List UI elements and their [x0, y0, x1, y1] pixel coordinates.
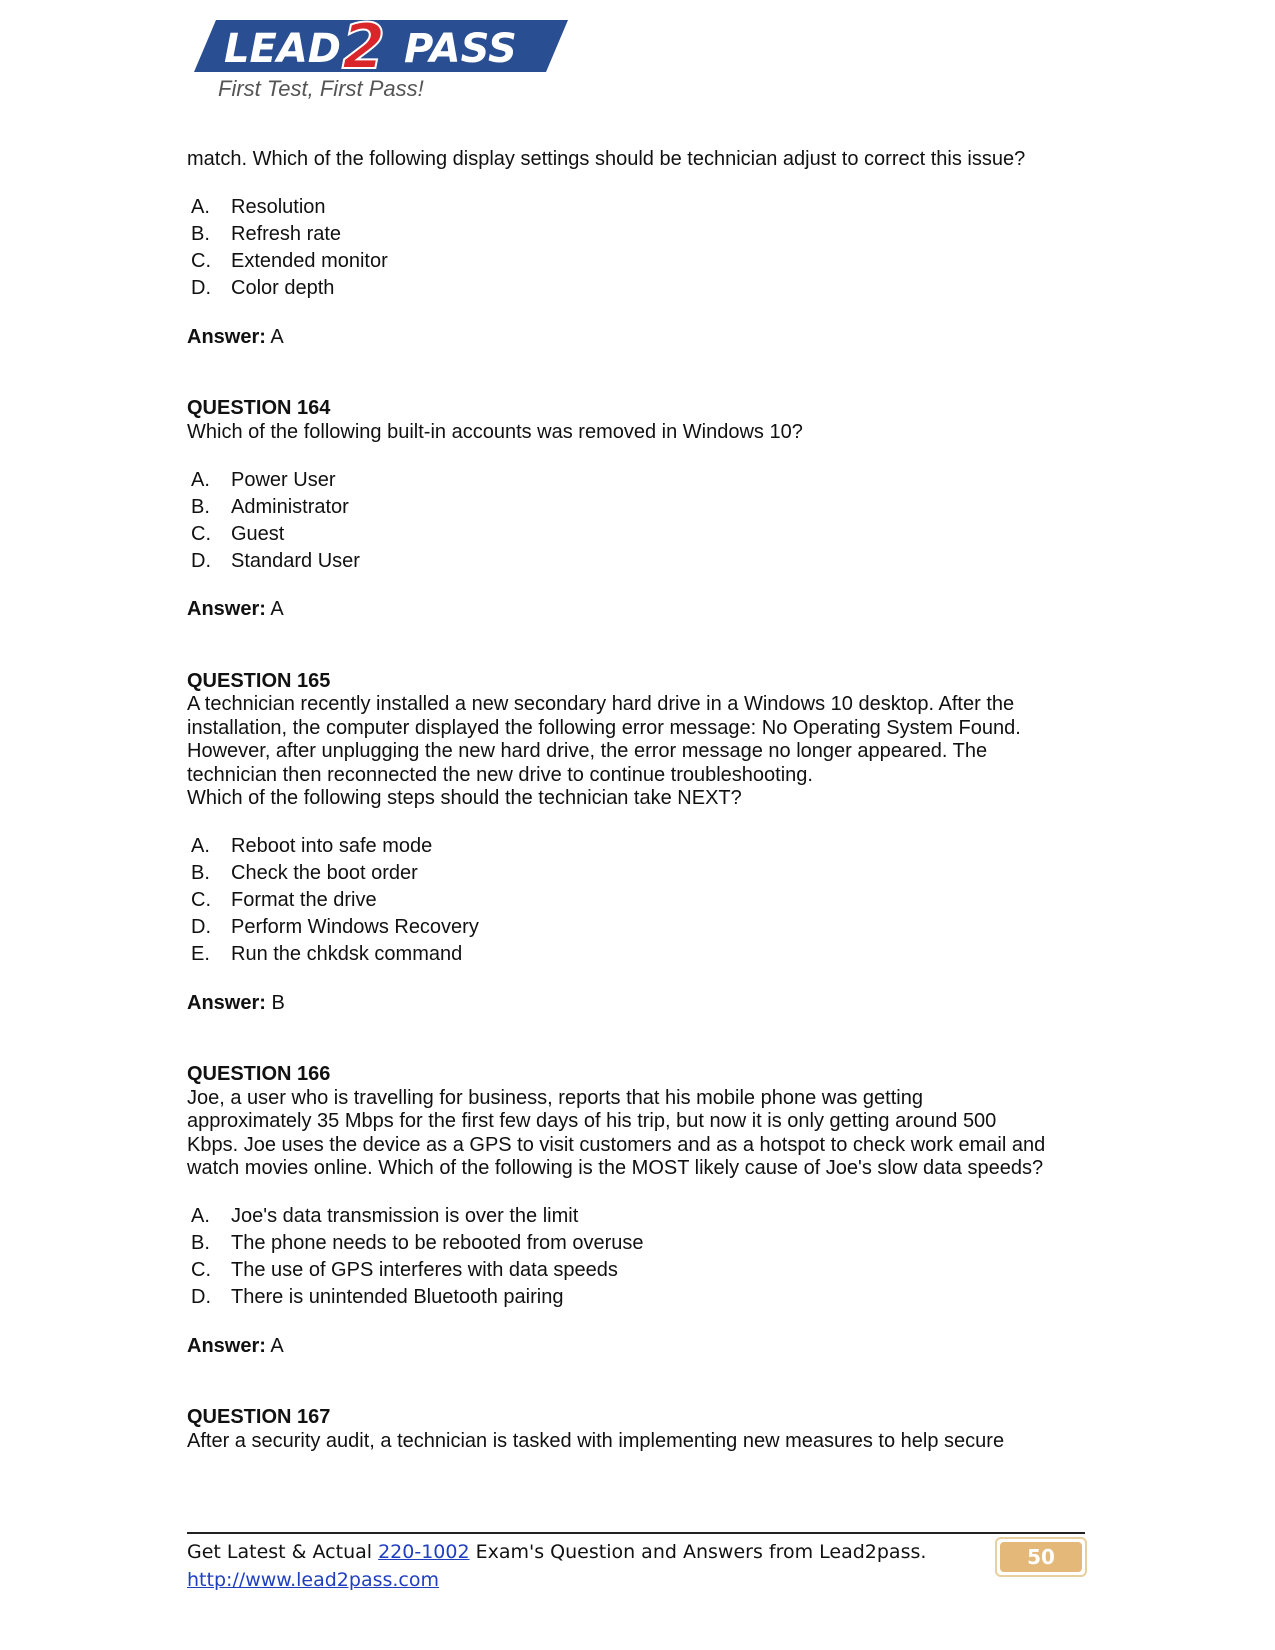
option-letter: C. — [191, 889, 211, 912]
answer-line — [187, 1335, 1087, 1359]
option-text: Color depth — [231, 277, 335, 300]
option-letter: B. — [191, 862, 210, 885]
question-text-line: However, after unplugging the new hard drive, the error message no longer appeared. The — [187, 740, 988, 762]
question-text-line: Joe, a user who is travelling for business, reports that his mobile phone was getting — [187, 1086, 923, 1109]
option-letter: B. — [191, 223, 210, 246]
answer-line — [187, 992, 1087, 1016]
question-text-line: A technician recently installed a new secondary hard drive in a Windows 10 desktop. After the — [187, 693, 1015, 715]
question-block — [187, 1406, 1087, 1453]
question-text — [187, 421, 1087, 445]
option-letter: A. — [191, 468, 210, 491]
option-text: Administrator — [231, 495, 349, 518]
question-title: QUESTION 165 — [187, 669, 331, 692]
option-item — [187, 249, 1087, 276]
options-list — [187, 834, 1087, 969]
option-letter: E. — [191, 943, 210, 966]
option-item — [187, 276, 1087, 303]
answer-label: Answer: — [187, 1334, 266, 1357]
question-content — [187, 148, 1087, 1453]
footer-prefix: Get Latest & Actual — [187, 1541, 379, 1563]
logo-two-text: 2 — [342, 10, 386, 80]
question-text-line: match. Which of the following display settings should be technician adjust to correct this issue? — [187, 148, 1026, 170]
option-letter: C. — [191, 250, 211, 273]
option-text: Check the boot order — [231, 862, 418, 885]
question-title: QUESTION 166 — [187, 1063, 331, 1085]
option-letter: D. — [191, 1286, 211, 1309]
page-footer — [187, 1538, 926, 1594]
question-text-line: Which of the following steps should the technician take NEXT? — [187, 787, 742, 809]
question-text-line: watch movies online. Which of the following is the MOST likely cause of Joe's slow data speeds? — [187, 1157, 1044, 1179]
question-block — [187, 397, 1087, 622]
question-block — [187, 148, 1087, 349]
website-link[interactable]: http://www.lead2pass.com — [187, 1569, 440, 1591]
question-text — [187, 1087, 1087, 1181]
logo-tagline: First Test, First Pass! — [218, 76, 424, 101]
option-item — [187, 1204, 1087, 1231]
option-text: There is unintended Bluetooth pairing — [231, 1286, 564, 1309]
option-text: Refresh rate — [231, 223, 342, 246]
question-title: QUESTION 164 — [187, 397, 331, 419]
option-letter: A. — [191, 835, 210, 858]
question-block — [187, 670, 1087, 1016]
footer-line-2 — [187, 1566, 926, 1594]
logo-banner — [194, 10, 594, 80]
question-text-line: approximately 35 Mbps for the first few days of his trip, but now it is only getting around 500 — [187, 1110, 997, 1132]
question-text-line: Kbps. Joe uses the device as a GPS to visit customers and as a hotspot to check work email and — [187, 1133, 1046, 1156]
option-letter: C. — [191, 1259, 211, 1282]
logo-pass-text: PASS — [404, 26, 517, 72]
options-list — [187, 467, 1087, 575]
option-text: Perform Windows Recovery — [231, 916, 479, 939]
footer-suffix: Exam's Question and Answers from Lead2pass. — [469, 1541, 927, 1563]
option-letter: B. — [191, 1232, 210, 1255]
options-list — [187, 1204, 1087, 1312]
answer-line — [187, 598, 1087, 622]
page-number: 50 — [1000, 1542, 1082, 1572]
question-text — [187, 148, 1087, 172]
option-item — [187, 1231, 1087, 1258]
option-text: Extended monitor — [231, 250, 388, 273]
option-text: Joe's data transmission is over the limit — [231, 1205, 579, 1228]
question-text-line: installation, the computer displayed the following error message: No Operating System Found. — [187, 716, 1021, 739]
option-item — [187, 467, 1087, 494]
answer-value: A — [270, 325, 284, 348]
option-text: Power User — [231, 468, 336, 491]
option-text: The phone needs to be rebooted from overuse — [231, 1232, 644, 1255]
option-letter: A. — [191, 1205, 210, 1228]
question-title: QUESTION 167 — [187, 1406, 331, 1428]
option-letter: A. — [191, 196, 210, 219]
option-text: Reboot into safe mode — [231, 835, 433, 858]
option-letter: B. — [191, 495, 210, 518]
footer-line-1 — [187, 1538, 926, 1566]
option-item — [187, 222, 1087, 249]
answer-label: Answer: — [187, 991, 266, 1014]
option-item — [187, 195, 1087, 222]
answer-value: A — [270, 1334, 284, 1357]
option-letter: D. — [191, 277, 211, 300]
answer-label: Answer: — [187, 598, 266, 620]
footer-divider — [187, 1532, 1085, 1534]
exam-code-link[interactable]: 220-1002 — [378, 1541, 470, 1563]
option-item — [187, 548, 1087, 575]
options-list — [187, 195, 1087, 303]
option-text: Guest — [231, 522, 285, 545]
question-block — [187, 1063, 1087, 1358]
option-letter: D. — [191, 549, 211, 572]
option-text: Run the chkdsk command — [231, 943, 463, 966]
question-text — [187, 693, 1087, 811]
answer-label: Answer: — [187, 325, 266, 348]
option-text: The use of GPS interferes with data speeds — [231, 1259, 618, 1282]
option-item — [187, 1285, 1087, 1312]
option-item — [187, 834, 1087, 861]
question-text-line: After a security audit, a technician is tasked with implementing new measures to help secure — [187, 1429, 1005, 1452]
option-item — [187, 888, 1087, 915]
logo-lead-text: LEAD — [224, 26, 341, 72]
question-text-line: technician then reconnected the new drive to continue troubleshooting. — [187, 763, 813, 786]
option-item — [187, 1258, 1087, 1285]
option-text: Standard User — [231, 549, 360, 572]
answer-value: A — [270, 598, 284, 620]
option-item — [187, 521, 1087, 548]
option-letter: D. — [191, 916, 211, 939]
page-number-badge — [995, 1537, 1087, 1577]
option-item — [187, 494, 1087, 521]
option-text: Format the drive — [231, 889, 377, 912]
question-text-line: Which of the following built-in accounts was removed in Windows 10? — [187, 420, 803, 443]
answer-line — [187, 326, 1087, 350]
option-text: Resolution — [231, 196, 326, 219]
option-item — [187, 915, 1087, 942]
question-text — [187, 1430, 1087, 1454]
option-item — [187, 861, 1087, 888]
answer-value: B — [271, 991, 285, 1014]
option-item — [187, 942, 1087, 969]
option-letter: C. — [191, 522, 211, 545]
